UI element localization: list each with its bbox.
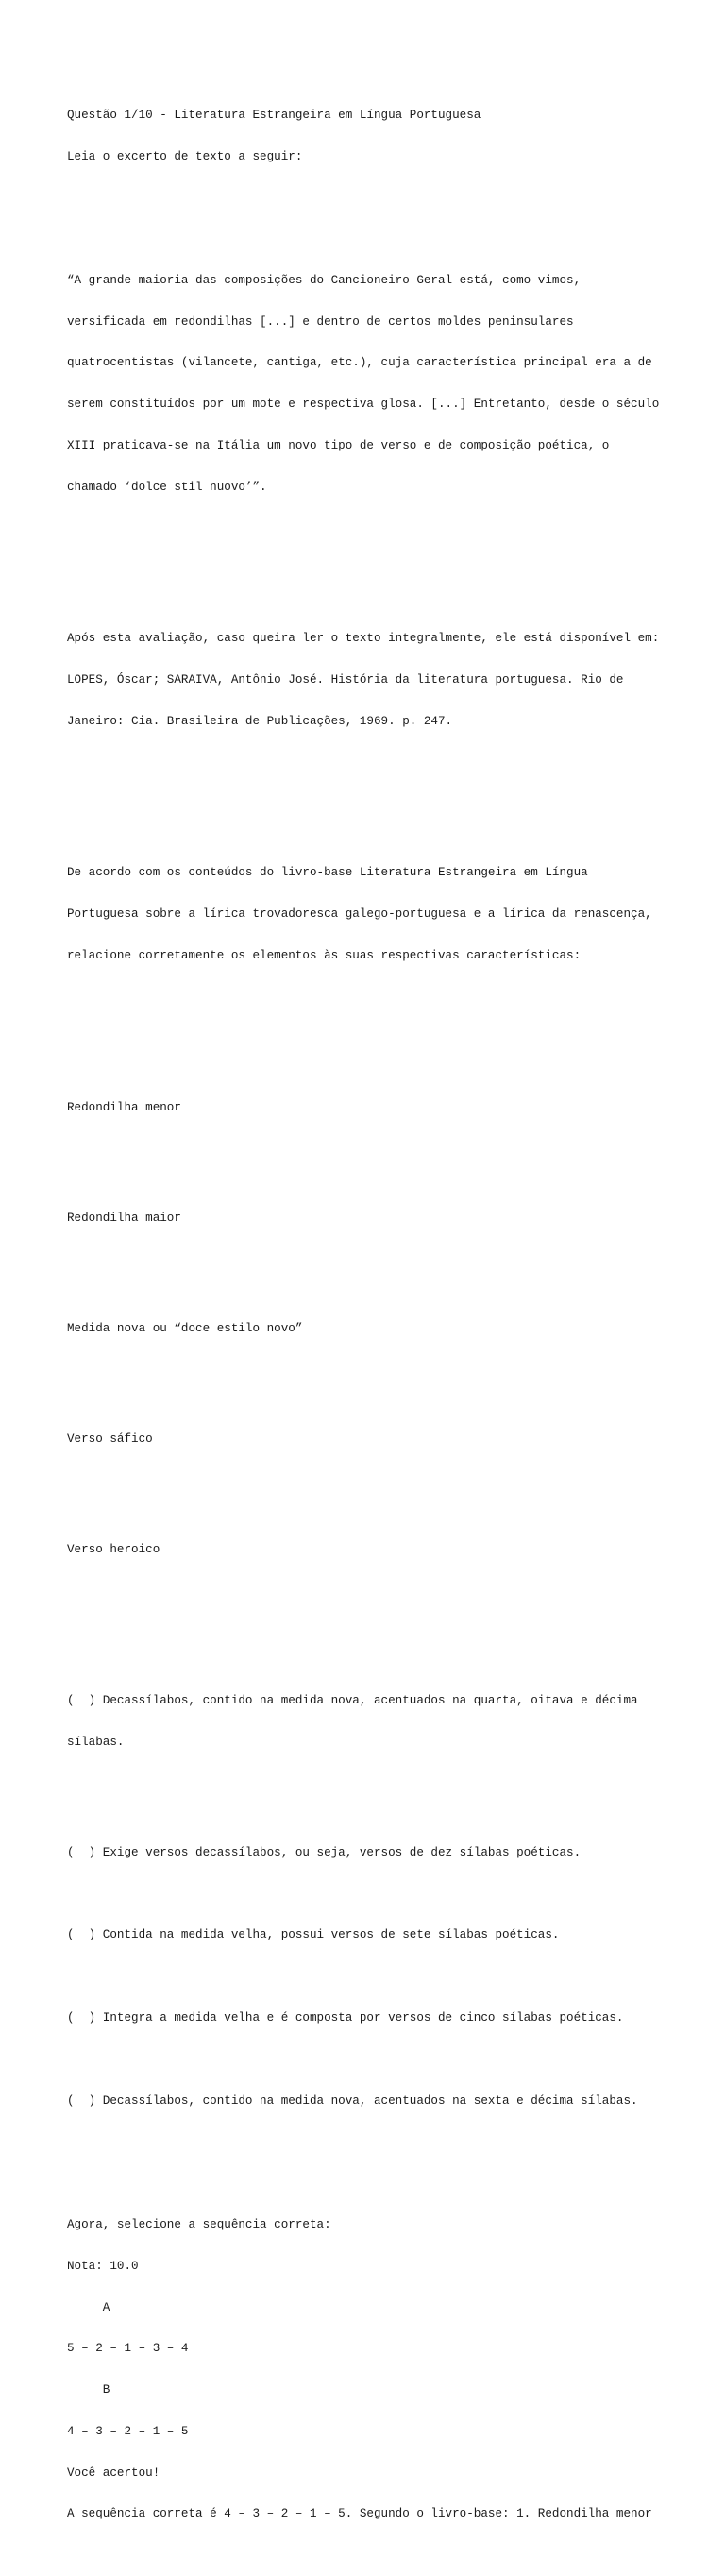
source-line: Após esta avaliação, caso queira ler o texto integralmente, ele está disponível em:: [67, 632, 660, 646]
question-header: Questão 1/10 - Literatura Estrangeira em Língua Portuguesa: [67, 108, 481, 122]
quote-line: quatrocentistas (vilancete, cantiga, etc.), cuja característica principal era a de: [67, 356, 652, 370]
characteristic-item: ( ) Decassílabos, contido na medida nova, acentuados na quarta, oitava e décima sílabas.: [67, 1694, 638, 1750]
option-a-value[interactable]: 5 – 2 – 1 – 3 – 4: [67, 2342, 189, 2356]
source-line: LOPES, Óscar; SARAIVA, Antônio José. História da literatura portuguesa. Rio de: [67, 673, 624, 687]
characteristic-item: ( ) Contida na medida velha, possui versos de sete sílabas poéticas.: [67, 1928, 560, 1942]
prompt-block: [67, 839, 671, 991]
characteristic-item: ( ) Integra a medida velha e é composta por versos de cinco sílabas poéticas.: [67, 2011, 624, 2025]
document-page: [67, 67, 671, 2576]
element-item: Verso sáfico: [67, 1432, 153, 1446]
option-b-label[interactable]: B: [67, 2383, 110, 2398]
source-line: Janeiro: Cia. Brasileira de Publicações, 1969. p. 247.: [67, 714, 453, 728]
source-block: [67, 604, 671, 756]
select-prompt: Agora, selecione a sequência correta:: [67, 2217, 331, 2231]
quote-line: serem constituídos por um mote e respectiva glosa. [...] Entretanto, desde o século: [67, 398, 660, 412]
feedback-text: Você acertou!: [67, 2466, 160, 2480]
element-item: Verso heroico: [67, 1542, 160, 1556]
option-a-label[interactable]: A: [67, 2300, 110, 2314]
prompt-line: Portuguesa sobre a lírica trovadoresca galego-portuguesa e a lírica da renascença,: [67, 907, 652, 922]
prompt-line: De acordo com os conteúdos do livro-base Literatura Estrangeira em Língua: [67, 866, 588, 880]
quote-line: chamado ‘dolce stil nuovo’”.: [67, 480, 267, 494]
element-item: Redondilha maior: [67, 1211, 181, 1225]
quote-block: [67, 246, 671, 522]
quote-line: XIII praticava-se na Itália um novo tipo de verso e de composição poética, o: [67, 439, 610, 453]
option-b-value[interactable]: 4 – 3 – 2 – 1 – 5: [67, 2424, 189, 2438]
prompt-line: relacione corretamente os elementos às suas respectivas características:: [67, 949, 582, 962]
quote-line: “A grande maioria das composições do Cancioneiro Geral está, como vimos,: [67, 273, 582, 287]
element-item: Medida nova ou “doce estilo novo”: [67, 1321, 303, 1335]
characteristic-item: ( ) Decassílabos, contido na medida nova, acentuados na sexta e décima sílabas.: [67, 2093, 638, 2108]
instruction-text: Leia o excerto de texto a seguir:: [67, 149, 303, 163]
explanation-text: A sequência correta é 4 – 3 – 2 – 1 – 5. Segundo o livro-base: 1. Redondilha menor: [67, 2507, 652, 2521]
characteristic-item: ( ) Exige versos decassílabos, ou seja, versos de dez sílabas poéticas.: [67, 1845, 582, 1859]
grade-text: Nota: 10.0: [67, 2259, 139, 2273]
quote-line: versificada em redondilhas [...] e dentro de certos moldes peninsulares: [67, 314, 574, 329]
element-item: Redondilha menor: [67, 1100, 181, 1114]
answer-block: [67, 2191, 671, 2549]
